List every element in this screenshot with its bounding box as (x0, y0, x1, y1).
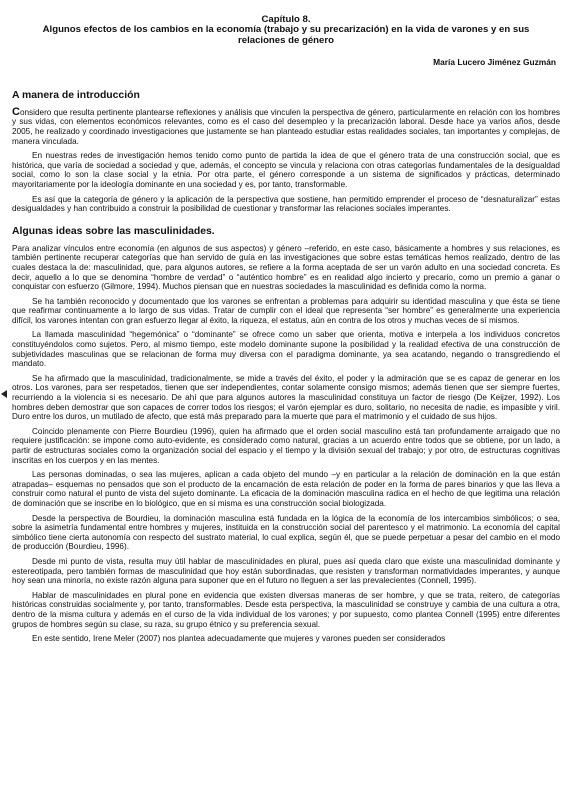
paragraph: Se ha afirmado que la masculinidad, tradicionalmente, se mide a través del éxito, el poder y la admiración que se es capaz de generar en los otros. Los varones, para ser respetados, tienen que ser independientes, contar solamente consigo mismos; además tienen que ser siempre fuertes, recurriendo a la violencia si es necesario. De ahí que para algunos autores la masculinidad constituya un factor de riesgo (De Keijzer, 1992). Los hombres deben demostrar que son capaces de correr todos los riesgos; el varón ejemplar es duro, solitario, no necesita de nadie, es impasible y viril. Duro entre los duros, un mutilado de afecto, que está más preparado para la muerte que para el matrimonio y el cuidado de sus hijos. (12, 373, 560, 422)
paragraph: Es así que la categoría de género y la aplicación de la perspectiva que sostiene, han permitido emprender el proceso de “desnaturalizar” estas desigualdades y han contribuido a construir la posibilidad de cuestionar y transformar las relaciones sociales imperantes. (12, 194, 560, 214)
section-heading-intro: A manera de introducción (12, 89, 140, 101)
drop-cap: C (12, 105, 20, 118)
paragraph: Para analizar vínculos entre economía (en algunos de sus aspectos) y género –referido, en este caso, básicamente a hombres y sus relaciones, es también pertinente recuperar categorías que han servido de guía en las investigaciones que sobre estas temáticas hemos realizado, dentro de las cuales destaca la de: masculinidad, que, para algunos autores, se refiere a la forma aceptada de ser un varón adulto en una sociedad concreta. Es decir, aquello a lo que se denomina “hombre de verdad” o “auténtico hombre” es en realidad algo incierto y precario, como un premio a ganar o conquistar con esfuerzo (Gilmore, 1994). Muchos piensan que en nuestras sociedades la masculinidad es definida como la norma. (12, 243, 560, 292)
paragraph: En nuestras redes de investigación hemos tenido como punto de partida la idea de que el género trata de una construcción social, que es histórica, que varía de sociedad a sociedad y que, además, el concepto se vincula y relaciona con otras categorías fundamentales de la desigualdad social, como lo son la clase social y la etnia. Por otra parte, el género corresponde a un sistema de significados y prácticas, determinado mayoritariamente por la ideología dominante en una sociedad y es, por tanto, transformable. (12, 151, 560, 189)
paragraph: Las personas dominadas, o sea las mujeres, aplican a cada objeto del mundo –y en particular a la relación de dominación en la que están atrapadas– esquemas no pensados que son el producto de la encarnación de esta relación de poder en la forma de pares binarios y que las lleva a construir como natural el punto de vista del sujeto dominante. La eficacia de la dominación masculina radica en el hecho de que legitima una relación de dominación que se inscribe en lo biológico, que en sí misma es una construcción social biologizada. (12, 470, 560, 508)
paragraph: Hablar de masculinidades en plural pone en evidencia que existen diversas maneras de ser hombre, y que se trata, reitero, de categorías históricas construidas socialmente y, por tanto, transformables. Desde esta perspectiva, la masculinidad se construye y cambia de una cultura a otra, dentro de la misma cultura y además en el curso de la vida individual de los varones; y por supuesto, como plantea Connell (1995) entre diferentes grupos de hombres según su clase, su raza, su grupo étnico y su preferencia sexual. (12, 590, 560, 629)
paragraph: Coincido plenamente con Pierre Bourdieu (1996), quien ha afirmado que el orden social masculino está tan profundamente arraigado que no requiere justificación: se impone como auto-evidente, es considerado como natural, gracias a un acuerdo entre todos que se obtiene, por un lado, a partir de estructuras sociales como la organización social del espacio y el tiempo y la división sexual del trabajo; y por otro, de estructuras cognitivas inscritas en los cuerpos y en las mentes. (12, 426, 560, 465)
paragraph: Desde mi punto de vista, resulta muy útil hablar de masculinidades en plural, pues así queda claro que existe una masculinidad dominante y estereotipada, pero también formas de masculinidad que hoy están subordinadas, que resisten y transforman normatividades imperantes, y aunque hoy sean una minoría, no existe razón alguna para suponer que en el futuro no lleguen a ser las prevalecientes (Connell, 1995). (12, 556, 560, 586)
paragraph: En este sentido, Irene Meler (2007) nos plantea adecuadamente que mujeres y varones pueden ser considerados (32, 634, 446, 644)
paragraph: Se ha también reconocido y documentado que los varones se enfrentan a problemas para adquirir su identidad masculina y que ésta se tiene que reafirmar continuamente a lo largo de sus vidas. Tratar de cumplir con el ideal que representa “ser hombre” es generalmente una experiencia difícil, los varones intentan con gran esfuerzo llegar al éxito, la riqueza, el estatus, aún en contra de los otros y muchas veces de sí mismos. (12, 296, 560, 325)
section-heading-masculinities: Algunas ideas sobre las masculinidades. (12, 225, 215, 237)
paragraph: Desde la perspectiva de Bourdieu, la dominación masculina está fundada en la lógica de la economía de los intercambios simbólicos; o sea, sobre la asimetría fundamental entre hombres y mujeres, instituida en la construcción social del parentesco y el matrimonio. La economía del capital simbólico tiene cierta autonomía con respecto del sustrato material, lo cual explica, según él, que se puede perpetuar a pesar del cambio en el modo de producción (Bourdieu, 1996). (12, 513, 560, 552)
chapter-label: Capítulo 8. (261, 14, 311, 25)
page-scroll-arrow-icon[interactable] (1, 390, 7, 398)
document-page (12, 14, 560, 649)
paragraph: La llamada masculinidad “hegemónica” o “dominante” se ofrece como un saber que orienta, motiva e interpela a los individuos concretos constituyéndolos como sujetos. Pero, al mismo tiempo, este modelo dominante supone la posibilidad y la realidad efectiva de una construcción de subjetividades masculinas que se relacionan de forma muy diversa con el paradigma dominante, ya sea acatando, negando o transgrediendo el mandato. (12, 330, 560, 369)
paragraph (12, 105, 560, 146)
author-name: María Lucero Jiménez Guzmán (433, 57, 556, 68)
chapter-title: Algunos efectos de los cambios en la economía (trabajo y su precarización) en la vida de varones y en sus relaciones de género (42, 24, 530, 46)
paragraph-text: onsidero que resulta pertinente plantearse reflexiones y análisis que vinculen la perspectiva de género, particularmente en relación con los hombres y sus vidas, con elementos económicos relevantes, como es el caso del desempleo y la precarización laboral. Desde hace ya varios años, desde 2005, he realizado y coordinado investigaciones que justamente se han planteado estudiar estas realidades sociales, tan importantes y complejas, de manera vinculada. (12, 107, 560, 146)
